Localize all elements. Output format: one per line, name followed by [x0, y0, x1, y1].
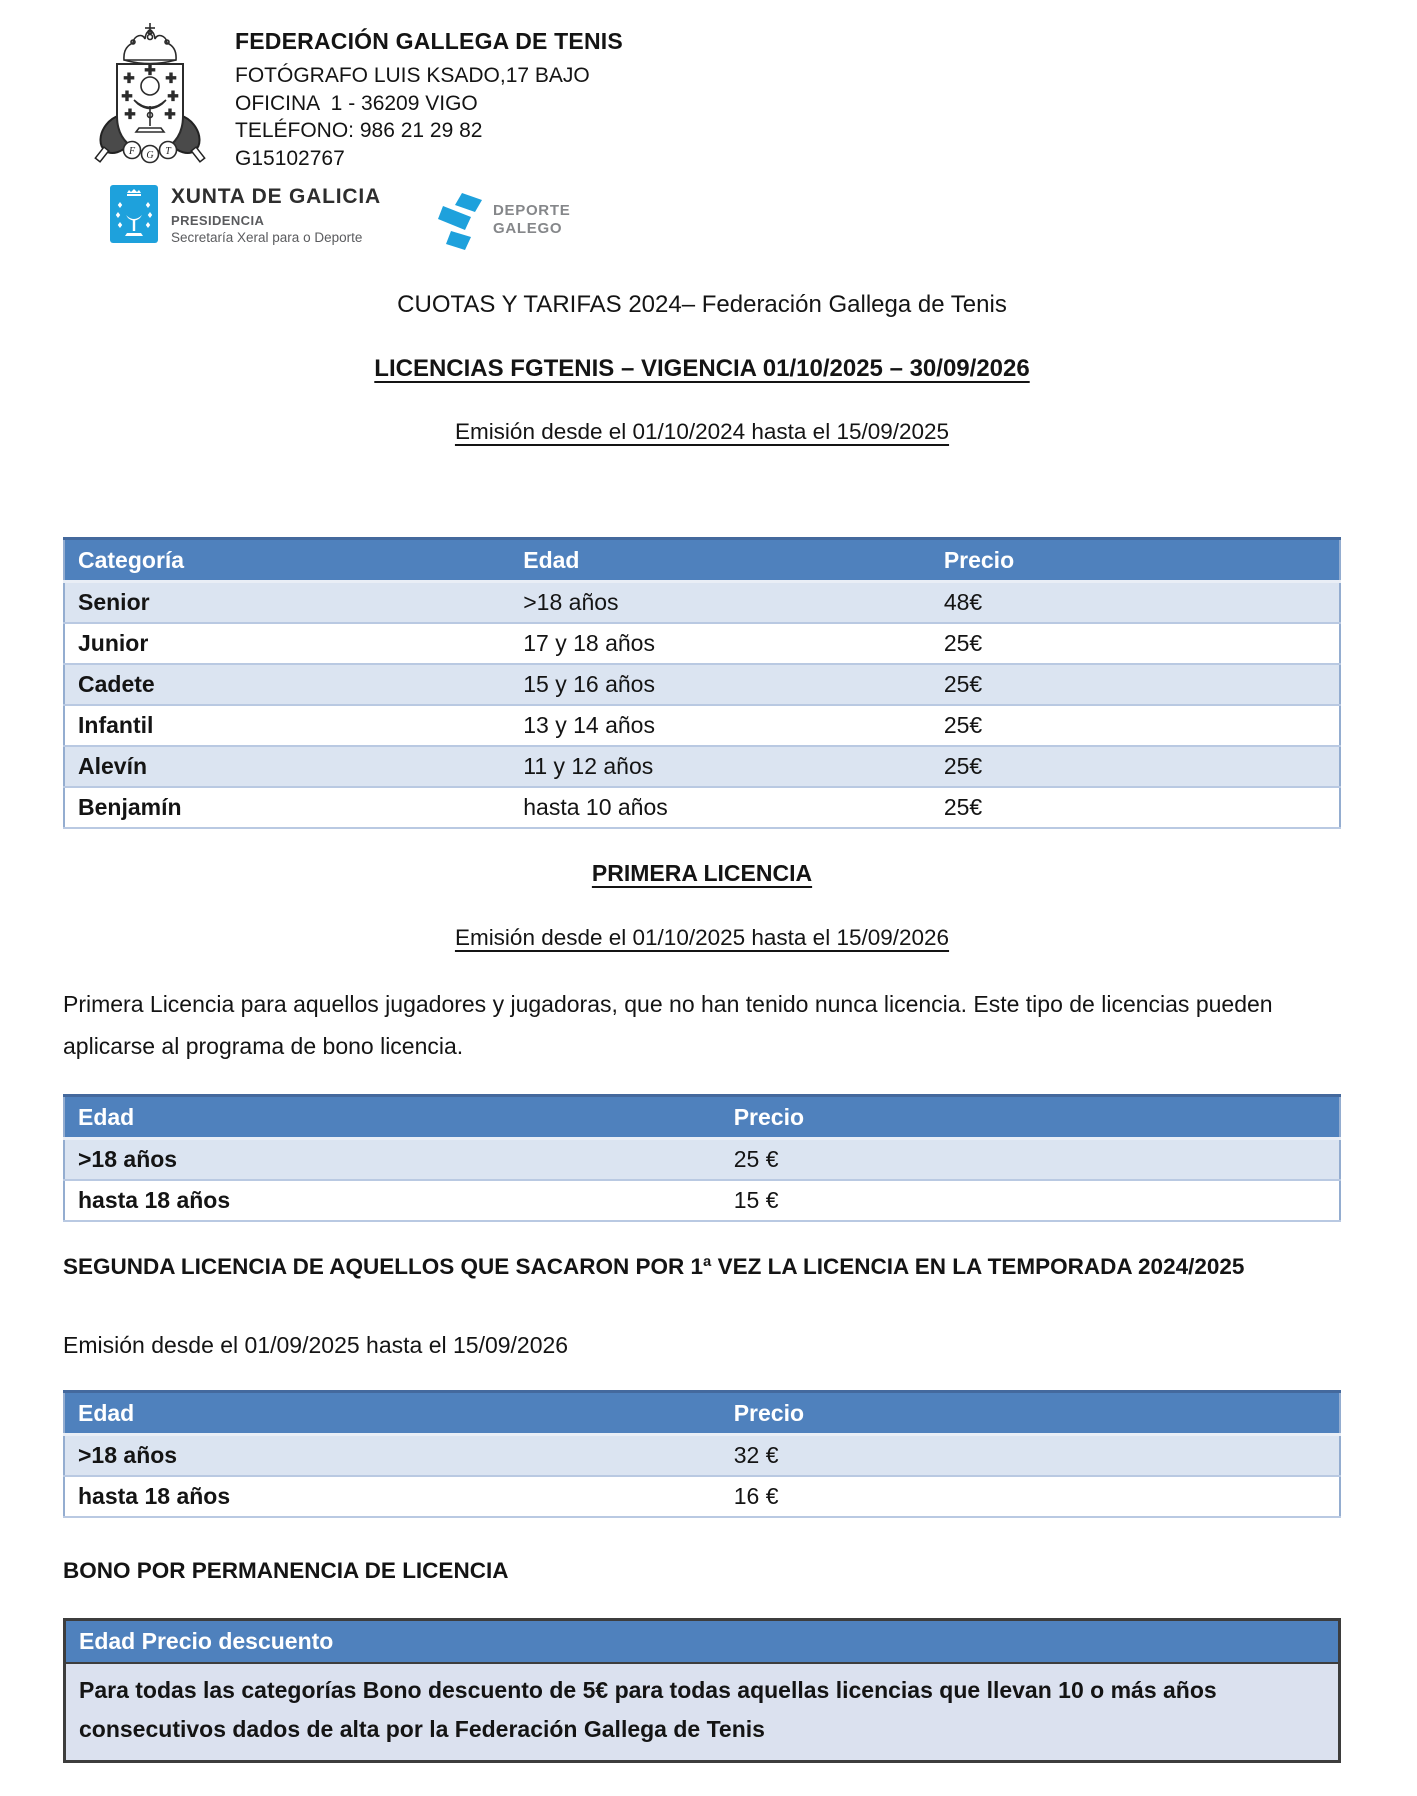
table-cell: 25€ [931, 746, 1340, 787]
org-phone: TELÉFONO: 986 21 29 82 [235, 119, 483, 142]
table-cell: Cadete [64, 664, 510, 705]
table-cell: Benjamín [64, 787, 510, 828]
table-row [64, 582, 1340, 624]
deporte-text-block [493, 202, 570, 250]
table-cell: 17 y 18 años [510, 623, 931, 664]
table-header-row [64, 1096, 1340, 1139]
bono-row-lead: Para todas las categorías [79, 1677, 357, 1703]
primera-licencia-heading: PRIMERA LICENCIA [591, 860, 813, 886]
table-row [64, 1139, 1340, 1181]
table-header-row [65, 1620, 1340, 1664]
column-header: Precio [721, 1096, 1340, 1139]
table-row [64, 787, 1340, 828]
primera-licencia-table [63, 1094, 1341, 1222]
table-cell: hasta 18 años [64, 1476, 721, 1517]
segunda-licencia-table [63, 1390, 1341, 1518]
column-header: Categoría [64, 539, 510, 582]
table-cell: hasta 18 años [64, 1180, 721, 1221]
column-header: Edad [510, 539, 931, 582]
org-address-line2: OFICINA 1 - 36209 VIGO [235, 91, 478, 115]
table-cell: >18 años [510, 582, 931, 624]
org-address-line1: FOTÓGRAFO LUIS KSADO,17 BAJO [235, 64, 590, 87]
table-cell: 25€ [931, 705, 1340, 746]
emision-line-1: Emisión desde el 01/10/2024 hasta el 15/09/2025 [454, 419, 950, 444]
table-row [64, 1435, 1340, 1477]
xunta-text-block [171, 185, 381, 245]
table-row [64, 1476, 1340, 1517]
svg-text:G: G [146, 150, 154, 161]
deporte-line2: GALEGO [493, 220, 563, 237]
table-row [64, 664, 1340, 705]
table-cell: 25€ [931, 787, 1340, 828]
table-cell [65, 1663, 1340, 1762]
emision-line-2: Emisión desde el 01/10/2025 hasta el 15/09/2026 [454, 925, 950, 950]
table-cell: Senior [64, 582, 510, 624]
federation-crest-logo [84, 20, 216, 164]
column-header: Precio [721, 1392, 1340, 1435]
table-cell: Junior [64, 623, 510, 664]
document-title: CUOTAS Y TARIFAS 2024– Federación Gallega de Tenis [397, 291, 1007, 318]
table-cell: 48€ [931, 582, 1340, 624]
svg-text:T: T [165, 146, 171, 157]
org-tax-id: G15102767 [235, 146, 345, 170]
licencias-table [63, 537, 1341, 829]
table-cell: 32 € [721, 1435, 1340, 1477]
column-header: Edad [64, 1096, 721, 1139]
segunda-licencia-heading: SEGUNDA LICENCIA DE AQUELLOS QUE SACARON POR 1ª VEZ LA LICENCIA EN LA TEMPORADA 2024/2025 [63, 1254, 1245, 1279]
table-cell: 25€ [931, 623, 1340, 664]
letterhead-text-block [235, 28, 623, 172]
table-cell: 15 y 16 años [510, 664, 931, 705]
column-header: Edad Precio descuento [65, 1620, 1340, 1664]
table-row [64, 746, 1340, 787]
table-cell: >18 años [64, 1435, 721, 1477]
table-cell: hasta 10 años [510, 787, 931, 828]
xunta-name: XUNTA DE GALICIA [171, 185, 381, 208]
table-cell: 15 € [721, 1180, 1340, 1221]
table-cell: 25€ [931, 664, 1340, 705]
table-cell: >18 años [64, 1139, 721, 1181]
org-name: FEDERACIÓN GALLEGA DE TENIS [235, 28, 623, 54]
table-cell: Infantil [64, 705, 510, 746]
column-header: Precio [931, 539, 1340, 582]
deporte-galego-icon [438, 193, 482, 250]
table-row [64, 1180, 1340, 1221]
bono-row-text: Bono descuento de 5€ para todas aquellas licencias que llevan 10 o más años consecutivos dados de alta por la Federación Gallega de Tenis [79, 1677, 1217, 1742]
table-header-row [64, 539, 1340, 582]
table-row [65, 1663, 1340, 1762]
table-row [64, 705, 1340, 746]
emision-line-3: Emisión desde el 01/09/2025 hasta el 15/09/2026 [63, 1332, 569, 1358]
licencias-heading: LICENCIAS FGTENIS – VIGENCIA 01/10/2025 – 30/09/2026 [374, 355, 1030, 382]
table-cell: 16 € [721, 1476, 1340, 1517]
table-cell: 25 € [721, 1139, 1340, 1181]
table-cell: 13 y 14 años [510, 705, 931, 746]
table-row [64, 623, 1340, 664]
bono-table [63, 1618, 1341, 1763]
svg-text:F: F [128, 146, 136, 157]
bono-heading: BONO POR PERMANENCIA DE LICENCIA [63, 1558, 509, 1583]
xunta-de-galicia-logo [110, 185, 381, 245]
table-cell: Alevín [64, 746, 510, 787]
primera-licencia-description: Primera Licencia para aquellos jugadores y jugadoras, que no han tenido nunca licencia. Este tipo de licencias pueden aplicarse al programa de bono licencia. [63, 991, 1273, 1059]
table-header-row [64, 1392, 1340, 1435]
column-header: Edad [64, 1392, 721, 1435]
table-cell: 11 y 12 años [510, 746, 931, 787]
deporte-galego-logo [438, 193, 570, 250]
deporte-line1: DEPORTE [493, 202, 571, 219]
xunta-emblem-icon [110, 185, 158, 243]
xunta-presidencia: PRESIDENCIA [171, 213, 265, 228]
xunta-secretaria: Secretaría Xeral para o Deporte [171, 230, 363, 245]
